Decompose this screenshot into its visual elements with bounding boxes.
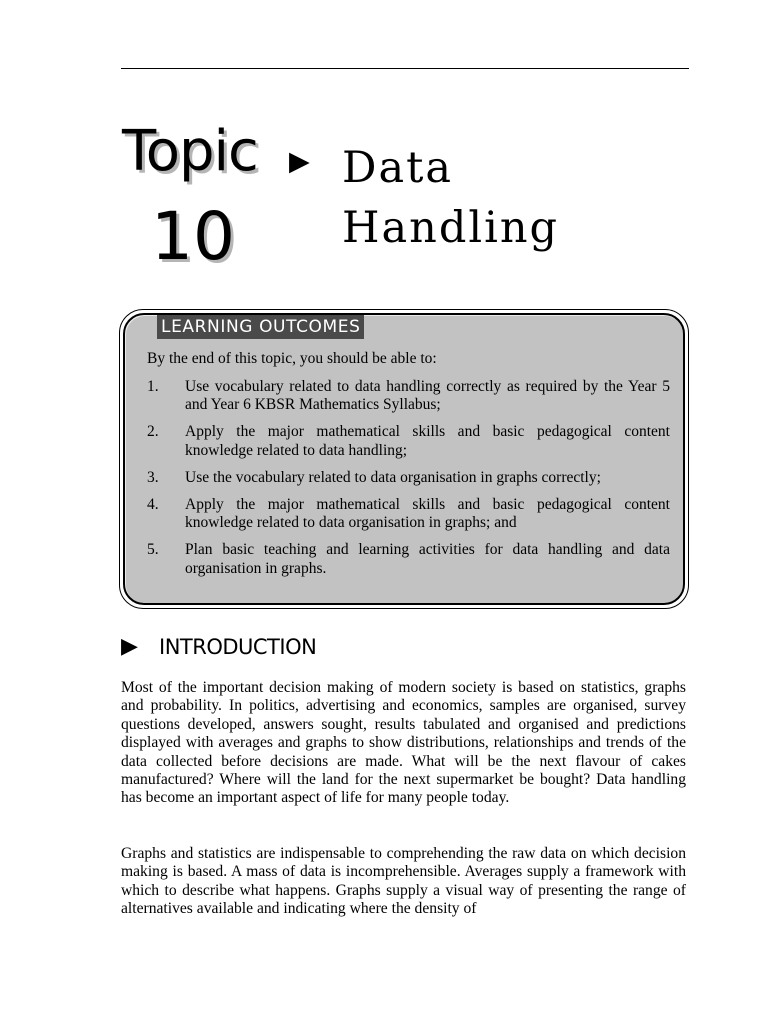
list-item [147,469,670,487]
list-item-number: 3. [147,468,159,486]
introduction-heading [121,634,316,660]
topic-title-line: Handling [342,203,560,253]
learning-outcomes-label: LEARNING OUTCOMES [157,315,364,339]
introduction-heading-text: INTRODUCTION [159,635,317,659]
topic-label: Topic [122,119,258,184]
list-item [147,423,670,459]
list-item-text: Use vocabulary related to data handling correctly as required by the Year 5 and Year 6 KBSR Mathematics Syllabus; [185,378,670,414]
topic-title [342,138,559,258]
header-rule [121,68,689,69]
right-triangle-icon: ▶ [121,634,138,659]
list-item [147,378,670,414]
right-triangle-icon: ▶ [289,146,310,177]
list-item-number: 2. [147,423,159,441]
learning-outcomes-list [147,378,670,587]
list-item-number: 4. [147,496,159,514]
list-item [147,496,670,532]
learning-outcomes-intro: By the end of this topic, you should be able to: [147,350,437,367]
list-item-number: 1. [147,378,159,395]
body-paragraph: Most of the important decision making of modern society is based on statistics, graphs and probability. In politics, advertising and economics, samples are organised, survey questions developed, answers sought, results tabulated and organised and predictions displayed with averages and graphs to show distributions, relationships and trends of the data collected before decisions are made. What will be the next flavour of cakes manufactured? Where will the land for the next supermarket be bought? Data handling has become an important aspect of life for many people today. [121,679,686,807]
list-item-text: Apply the major mathematical skills and basic pedagogical content knowledge related to data organisation in graphs; and [185,496,670,532]
list-item-text: Use the vocabulary related to data organisation in graphs correctly; [185,468,601,486]
topic-number: 10 [151,198,235,275]
list-item [147,541,670,577]
list-item-text: Plan basic teaching and learning activities for data handling and data organisation in graphs. [185,541,670,577]
body-paragraph: Graphs and statistics are indispensable to comprehending the raw data on which decision making is based. A mass of data is incomprehensible. Averages supply a framework with which to describe what happens. Graphs supply a visual way of presenting the range of alternatives available and indicating where the density of [121,845,686,918]
list-item-text: Apply the major mathematical skills and basic pedagogical content knowledge related to data handling; [185,423,670,459]
list-item-number: 5. [147,541,159,559]
topic-title-line: Data [342,143,454,193]
